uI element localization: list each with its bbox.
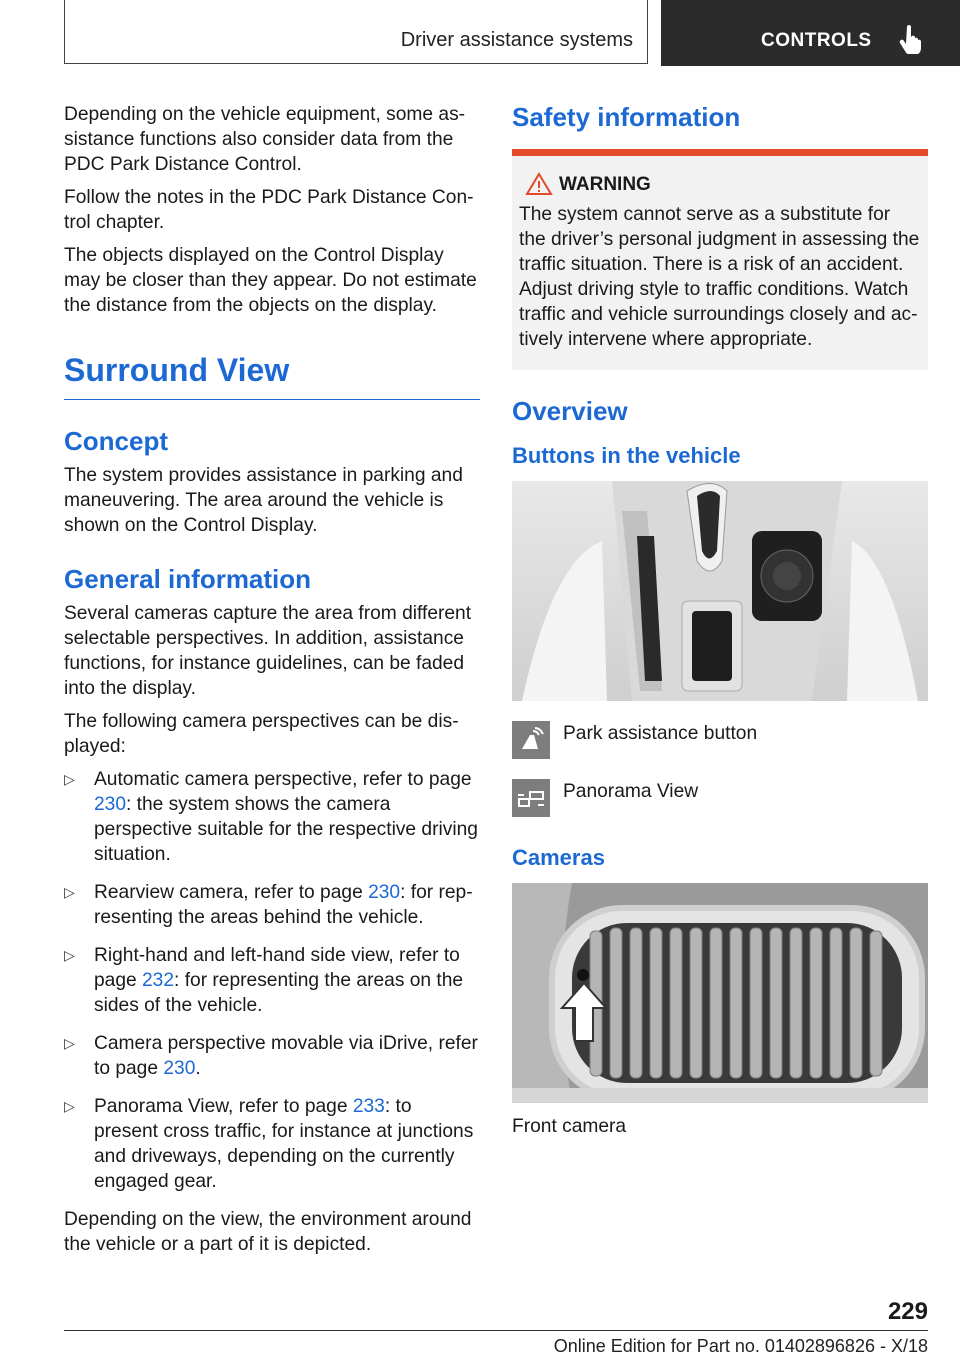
left-column bbox=[64, 102, 480, 1265]
warning-box bbox=[512, 149, 928, 370]
page-reference-link[interactable]: 230 bbox=[163, 1058, 196, 1079]
warning-header bbox=[519, 174, 920, 196]
closing-text: Depending on the view, the environment around the vehicle or a part of it is depicted. bbox=[64, 1209, 472, 1255]
center-console-image bbox=[512, 481, 928, 701]
page-reference-link[interactable]: 233 bbox=[352, 1096, 385, 1117]
list-item: ▷ Automatic camera perspective, refer to page 230: the system shows the camera perspective suitable for the respective driving situation. bbox=[64, 769, 478, 865]
warning-label: WARNING bbox=[559, 174, 651, 195]
footer-divider bbox=[64, 1330, 928, 1331]
panorama-view-button-label: Panorama View bbox=[563, 781, 699, 802]
page-number: 229 bbox=[887, 1298, 928, 1325]
list-item: ▷ Right-hand and left-hand side view, refer to page 232: for representing the areas on the sides of the vehicle. bbox=[64, 945, 464, 1016]
intro-paragraph-1: Depending on the vehicle equipment, some assistance functions also consider data from the PDC Park Distance Control. bbox=[64, 104, 466, 175]
edition-text: Online Edition for Part no. 01402896826 - X/18 bbox=[553, 1336, 928, 1356]
page-reference-link[interactable]: 230 bbox=[368, 882, 401, 903]
triangle-bullet-icon: ▷ bbox=[64, 1035, 75, 1051]
front-camera-image bbox=[512, 883, 928, 1103]
intro-paragraph-3: The objects displayed on the Control Display may be closer than they appear. Do not estimate the distance from the objects on the display. bbox=[64, 245, 477, 316]
list-item: ▷ Camera perspective movable via iDrive, refer to page 230. bbox=[64, 1033, 478, 1079]
park-assistance-icon bbox=[512, 721, 550, 759]
triangle-bullet-icon: ▷ bbox=[64, 884, 75, 900]
warning-text: The system cannot serve as a substitute for the driver’s personal judgment in assessing the traffic situation. There is a risk of an accident. Adjust driving style to traffic conditions. Watch traffic and vehicle surroundings closely and actively intervene where appropriate. bbox=[519, 204, 920, 350]
pointing-hand-icon bbox=[898, 24, 924, 54]
buttons-heading: Buttons in the vehicle bbox=[512, 443, 741, 468]
safety-heading: Safety information bbox=[512, 102, 741, 132]
front-camera-caption: Front camera bbox=[512, 1116, 627, 1137]
park-assistance-button-row bbox=[512, 721, 928, 759]
general-information-heading: General information bbox=[64, 564, 312, 594]
concept-text: The system provides assistance in parking and maneuvering. The area around the vehicle is shown on the Control Display. bbox=[64, 465, 463, 536]
list-item: ▷ Panorama View, refer to page 233: to present cross traffic, for instance at junctions and driveways, depending on the currently engaged gear. bbox=[64, 1096, 474, 1192]
list-item: ▷ Rearview camera, refer to page 230: for representing the areas behind the vehicle. bbox=[64, 882, 473, 928]
overview-heading: Overview bbox=[512, 396, 628, 426]
general-paragraph-2: The following camera perspectives can be displayed: bbox=[64, 711, 459, 757]
page-header bbox=[64, 0, 960, 66]
section-title: Driver assistance systems bbox=[64, 0, 648, 64]
page-reference-link[interactable]: 232 bbox=[142, 970, 175, 991]
triangle-bullet-icon: ▷ bbox=[64, 771, 75, 787]
panorama-view-button-row bbox=[512, 779, 928, 817]
panorama-view-icon bbox=[512, 779, 550, 817]
chapter-heading: Surround View bbox=[64, 352, 480, 400]
general-paragraph-1: Several cameras capture the area from different selectable perspectives. In addition, assistance functions, for instance guidelines, can be faded into the display. bbox=[64, 603, 472, 699]
warning-triangle-icon bbox=[525, 172, 553, 196]
intro-paragraph-2: Follow the notes in the PDC Park Distance Control chapter. bbox=[64, 187, 474, 233]
triangle-bullet-icon: ▷ bbox=[64, 947, 75, 963]
chapter-tab bbox=[661, 0, 960, 66]
right-column bbox=[512, 102, 928, 1138]
camera-perspectives-list bbox=[64, 767, 480, 1194]
cameras-heading: Cameras bbox=[512, 845, 605, 870]
park-assistance-button-label: Park assistance button bbox=[563, 723, 758, 744]
concept-heading: Concept bbox=[64, 426, 168, 456]
page-reference-link[interactable]: 230 bbox=[94, 794, 127, 815]
triangle-bullet-icon: ▷ bbox=[64, 1098, 75, 1114]
chapter-title: CONTROLS bbox=[761, 30, 872, 51]
